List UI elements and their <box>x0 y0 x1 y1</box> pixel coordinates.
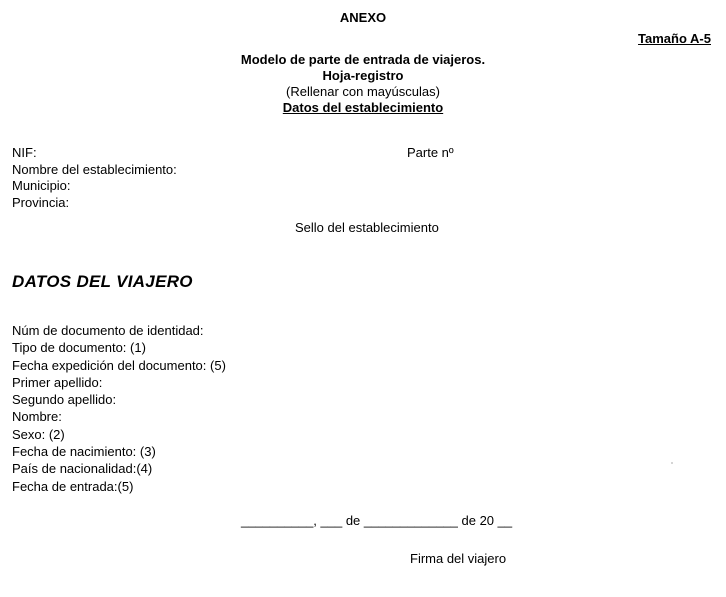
scan-speck <box>671 462 673 464</box>
nationality-field-label: País de nacionalidad:(4) <box>12 461 153 477</box>
traveler-signature-label: Firma del viajero <box>410 551 507 566</box>
establishment-name-field-label: Nombre del establecimiento: <box>12 161 177 177</box>
traveler-section-heading: DATOS DEL VIAJERO <box>12 272 193 291</box>
form-title: Modelo de parte de entrada de viajeros. <box>240 52 486 67</box>
report-number-label: Parte nº <box>407 145 454 160</box>
first-surname-field-label: Primer apellido: <box>12 374 103 390</box>
sex-field-label: Sexo: (2) <box>12 426 65 442</box>
paper-size-label: Tamaño A-5 <box>638 31 711 46</box>
establishment-section-heading: Datos del establecimiento <box>282 100 444 115</box>
birth-date-field-label: Fecha de nacimiento: (3) <box>12 444 156 460</box>
second-surname-field-label: Segundo apellido: <box>12 392 117 408</box>
traveler-fields <box>12 323 226 496</box>
document-issue-date-field-label: Fecha expedición del documento: (5) <box>12 357 226 373</box>
municipality-field-label: Municipio: <box>12 178 71 194</box>
fill-instruction: (Rellenar con mayúsculas) <box>286 84 440 99</box>
date-signature-line: __________, ___ de _____________ de 20 __ <box>241 513 513 528</box>
form-subtitle: Hoja-registro <box>322 68 404 83</box>
annex-title: ANEXO <box>339 10 387 25</box>
establishment-fields <box>12 145 177 211</box>
nif-field-label: NIF: <box>12 145 37 160</box>
id-number-field-label: Núm de documento de identidad: <box>12 323 204 338</box>
entry-date-field-label: Fecha de entrada:(5) <box>12 478 134 494</box>
establishment-stamp-label: Sello del establecimiento <box>295 220 439 235</box>
given-name-field-label: Nombre: <box>12 409 62 425</box>
province-field-label: Provincia: <box>12 194 70 210</box>
document-type-field-label: Tipo de documento: (1) <box>12 340 146 356</box>
